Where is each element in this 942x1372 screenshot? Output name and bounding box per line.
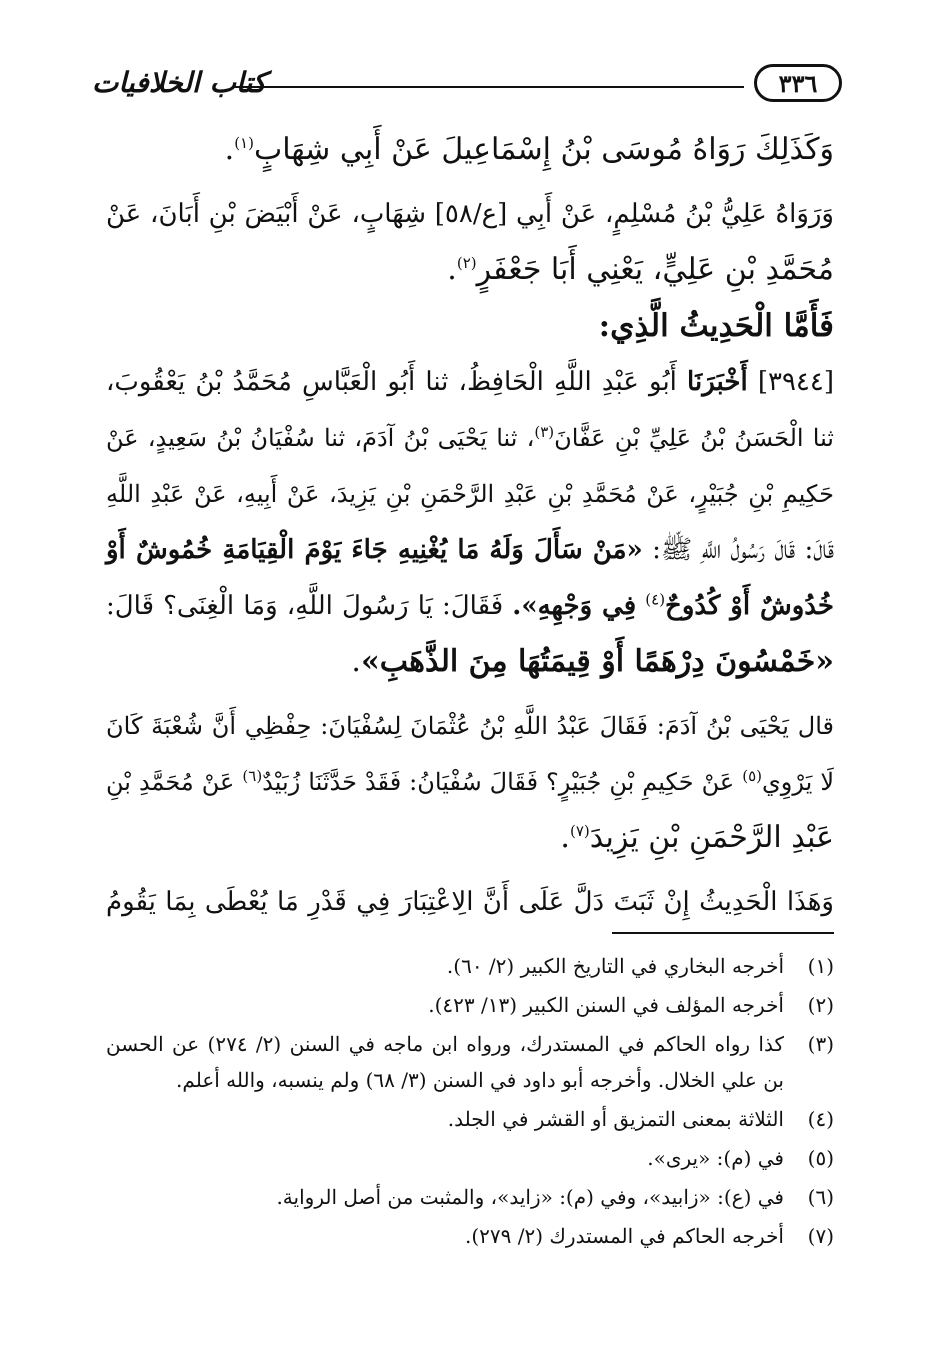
- hadith-text: «خَمْسُونَ دِرْهَمًا أَوْ قِيمَتُهَا مِنَ الذَّهَبِ»: [360, 644, 834, 679]
- text-line: وَهَذَا الْحَدِيثُ إِنْ ثَبَتَ دَلَّ عَلَى أَنَّ الِاعْتِبَارَ فِي قَدْرِ مَا يُعْطَى بِمَا يَقُومُ: [106, 887, 834, 917]
- page-header: [92, 62, 842, 110]
- footnote-marker[interactable]: (٥): [742, 767, 763, 785]
- page-number-badge: [754, 64, 842, 102]
- footnote-marker[interactable]: (٧): [569, 822, 590, 840]
- hadith-text: فِي وَجْهِهِ».: [512, 591, 637, 621]
- page-number: ٣٣٦: [778, 68, 818, 98]
- footnote-marker[interactable]: (١): [234, 134, 254, 152]
- text-line: «خَمْسُونَ دِرْهَمًا أَوْ قِيمَتُهَا مِنَ الذَّهَبِ».: [351, 644, 834, 679]
- akhbarana-word: أَخْبَرَنَا: [687, 367, 748, 397]
- footnote: [106, 1101, 834, 1137]
- footnote: [106, 1026, 834, 1098]
- footnote-marker[interactable]: (٦): [242, 767, 263, 785]
- footnote-text: كذا رواه الحاكم في المستدرك، ورواه ابن ماجه في السنن (٢/ ٢٧٤) عن الحسن بن علي الخلال. وأخرجه أبو داود في السنن (٣/ ٦٨) ولم ينسبه، والله أعلم.: [106, 1032, 784, 1092]
- text-line: وَكَذَلِكَ رَوَاهُ مُوسَى بْنُ إِسْمَاعِيلَ عَنْ أَبِي شِهَابٍ$^{(١)}$.: [224, 132, 834, 167]
- footnote-separator: [612, 932, 834, 934]
- footnote: [106, 1179, 834, 1215]
- footnote-text: أخرجه الحاكم في المستدرك (٢/ ٢٧٩).: [465, 1224, 784, 1248]
- footnotes: [106, 948, 834, 1254]
- footnote: [106, 1218, 834, 1254]
- text-line: مُحَمَّدِ بْنِ عَلِيٍّ، يَعْنِي أَبَا جَعْفَرٍ$^{(٢)}$.: [447, 252, 834, 287]
- hadith-text: خُدُوشٌ أَوْ كُدُوحٌ: [665, 591, 835, 621]
- running-title: كتاب الخلافيات: [92, 66, 267, 99]
- text-line: ثنا الْحَسَنُ بْنُ عَلِيِّ بْنِ عَفَّانَ$^{(٣)}$، ثنا يَحْيَى بْنُ آدَمَ، ثنا سُفْيَانُ بْنُ سَعِيدٍ، عَنْ: [106, 423, 834, 452]
- footnote-text: في (م): «يرى».: [647, 1146, 784, 1170]
- text-line: عَبْدِ الرَّحْمَنِ بْنِ يَزِيدَ$^{(٧)}$.: [560, 820, 834, 855]
- section-heading: فَأَمَّا الْحَدِيثُ الَّذِي:: [598, 308, 834, 344]
- footnote-number: (٢): [807, 993, 834, 1017]
- footnote: [106, 987, 834, 1023]
- footnote-number: (٧): [807, 1224, 834, 1248]
- footnote-marker[interactable]: (٢): [456, 254, 477, 272]
- footnote-marker[interactable]: (٤): [645, 590, 666, 609]
- footnote: [106, 1140, 834, 1176]
- text-line: لَا يَرْوِي$^{(٥)}$ عَنْ حَكِيمِ بْنِ جُبَيْرٍ؟ فَقَالَ سُفْيَانُ: فَقَدْ حَدَّثَنَا زُبَيْدٌ$^{(٦)}$ عَنْ مُحَمَّدِ بْنِ: [106, 767, 835, 796]
- footnote-text: في (ع): «زابيد»، وفي (م): «زايد»، والمثبت من أصل الرواية.: [276, 1185, 784, 1209]
- header-rule: [232, 86, 744, 88]
- text-line: خُدُوشٌ أَوْ كُدُوحٌ$^{(٤)}$ فِي وَجْهِهِ». فَقَالَ: يَا رَسُولَ اللَّهِ، وَمَا الْغِنَى؟ قَالَ:: [106, 590, 835, 621]
- footnote-number: (٤): [807, 1107, 834, 1131]
- hadith-text: «مَنْ سَأَلَ وَلَهُ مَا يُغْنِيهِ جَاءَ يَوْمَ الْقِيَامَةِ خُمُوشٌ أَوْ: [106, 535, 643, 565]
- hadith-number: [٣٩٤٤]: [757, 367, 835, 397]
- footnote: [106, 948, 834, 984]
- text-line: وَرَوَاهُ عَلِيُّ بْنُ مُسْلِمٍ، عَنْ أَبِي [ع/٥٨] شِهَابٍ، عَنْ أَبْيَضَ بْنِ أَبَانَ، عَنْ: [106, 199, 834, 229]
- text-line: قَالَ: قَالَ رَسُولُ اللَّهِ ﷺ: «مَنْ سَأَلَ وَلَهُ مَا يُغْنِيهِ جَاءَ يَوْمَ الْقِيَامَةِ خُمُوشٌ أَوْ: [106, 535, 835, 565]
- text-line: حَكِيمِ بْنِ جُبَيْرٍ، عَنْ مُحَمَّدِ بْنِ عَبْدِ الرَّحْمَنِ بْنِ يَزِيدَ، عَنْ أَبِيهِ، عَنْ عَبْدِ اللَّهِ: [106, 480, 834, 508]
- text-line: قال يَحْيَى بْنُ آدَمَ: فَقَالَ عَبْدُ اللَّهِ بْنُ عُثْمَانَ لِسُفْيَانَ: حِفْظِي أَنَّ شُعْبَةَ كَانَ: [106, 712, 834, 740]
- main-text: [106, 122, 834, 930]
- footnote-number: (٦): [807, 1185, 834, 1209]
- footnote-number: (١): [807, 954, 834, 978]
- footnote-text: الثلاثة بمعنى التمزيق أو القشر في الجلد.: [447, 1107, 784, 1131]
- footnote-number: (٥): [807, 1146, 834, 1170]
- footnote-text: أخرجه البخاري في التاريخ الكبير (٢/ ٦٠).: [446, 954, 784, 978]
- footnote-number: (٣): [807, 1032, 834, 1056]
- footnote-marker[interactable]: (٣): [534, 423, 555, 441]
- text-line: [٣٩٤٤] أَخْبَرَنَا أَبُو عَبْدِ اللَّهِ الْحَافِظُ، ثنا أَبُو الْعَبَّاسِ مُحَمَّدُ بْنُ يَعْقُوبَ،: [106, 367, 835, 397]
- footnote-text: أخرجه المؤلف في السنن الكبير (١٣/ ٤٢٣).: [428, 993, 784, 1017]
